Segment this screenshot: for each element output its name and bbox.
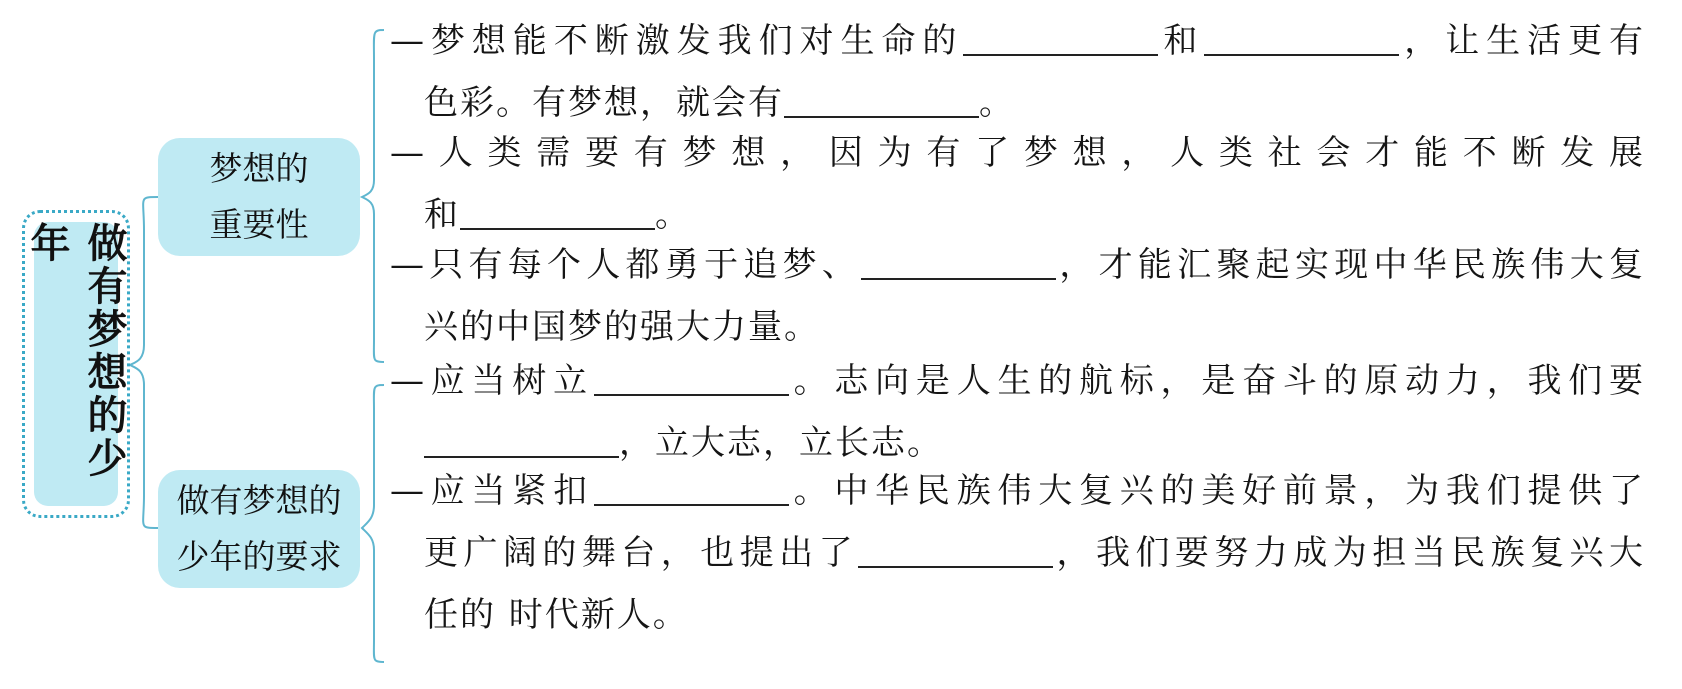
fill-blank[interactable]: [858, 532, 1053, 568]
branch-2-bracket: [362, 385, 384, 662]
text-segment: —只有每个人都勇于追梦、: [390, 245, 862, 285]
fill-blank[interactable]: [594, 470, 789, 506]
branch-importance-label-line1: 梦想的: [209, 149, 309, 188]
importance-item-2: [390, 122, 1645, 246]
branch-importance-label-line2: 重要性: [209, 205, 309, 244]
requirements-item-2-line1: [390, 460, 1645, 522]
requirements-item-1-line1: [390, 350, 1645, 412]
text-segment: 。: [979, 83, 1015, 123]
branch-requirements-label-line2: 少年的要求: [176, 537, 342, 576]
requirements-item-2-line2: [390, 522, 1645, 584]
fill-blank[interactable]: [1204, 20, 1399, 56]
importance-item-1-line1: [390, 10, 1645, 72]
fill-blank[interactable]: [594, 360, 789, 396]
importance-item-2-line1: —人类需要有梦想，因为有了梦想，人类社会才能不断发展: [390, 133, 1645, 173]
text-segment: 。志向是人生的航标，是奋斗的原动力，我们要: [788, 361, 1646, 401]
importance-item-3-line1: [390, 234, 1645, 296]
fill-blank[interactable]: [460, 194, 655, 230]
text-segment: 和: [1158, 21, 1205, 61]
importance-item-3: [390, 234, 1645, 358]
branch-requirements-label-line1: 做有梦想的: [176, 481, 342, 520]
importance-item-1: [390, 10, 1645, 134]
text-segment: ，才能汇聚起实现中华民族伟大复: [1056, 245, 1646, 285]
text-segment: 。: [655, 195, 691, 235]
branch-requirements: [158, 470, 360, 588]
text-segment: —应当紧扣: [390, 471, 594, 511]
branch-importance: [158, 138, 360, 256]
text-segment: 。中华民族伟大复兴的美好前景，为我们提供了: [788, 471, 1646, 511]
text-segment: ，立大志，立长志。: [619, 423, 943, 463]
requirements-item-2: [390, 460, 1645, 646]
title-box: [24, 222, 127, 506]
fill-blank[interactable]: [861, 244, 1056, 280]
diagram-title: 做有梦想的少年: [24, 222, 127, 480]
text-segment: ，让生活更有: [1399, 21, 1646, 61]
text-segment: ，我们要努力成为担当民族复兴大: [1053, 533, 1646, 573]
text-segment: 更广阔的舞台，也提出了: [424, 533, 859, 573]
requirements-item-2-line3: 任的 时代新人。: [424, 595, 689, 635]
branch-1-bracket: [362, 30, 384, 362]
fill-blank[interactable]: [963, 20, 1158, 56]
text-segment: 和: [424, 195, 460, 235]
fill-blank[interactable]: [424, 422, 619, 458]
text-segment: —梦想能不断激发我们对生命的: [390, 21, 964, 61]
importance-item-3-line2: 兴的中国梦的强大力量。: [424, 307, 820, 347]
requirements-item-1: [390, 350, 1645, 474]
text-segment: —应当树立: [390, 361, 594, 401]
text-segment: 色彩。有梦想，就会有: [424, 83, 784, 123]
root-bracket: [130, 197, 158, 528]
fill-blank[interactable]: [784, 82, 979, 118]
